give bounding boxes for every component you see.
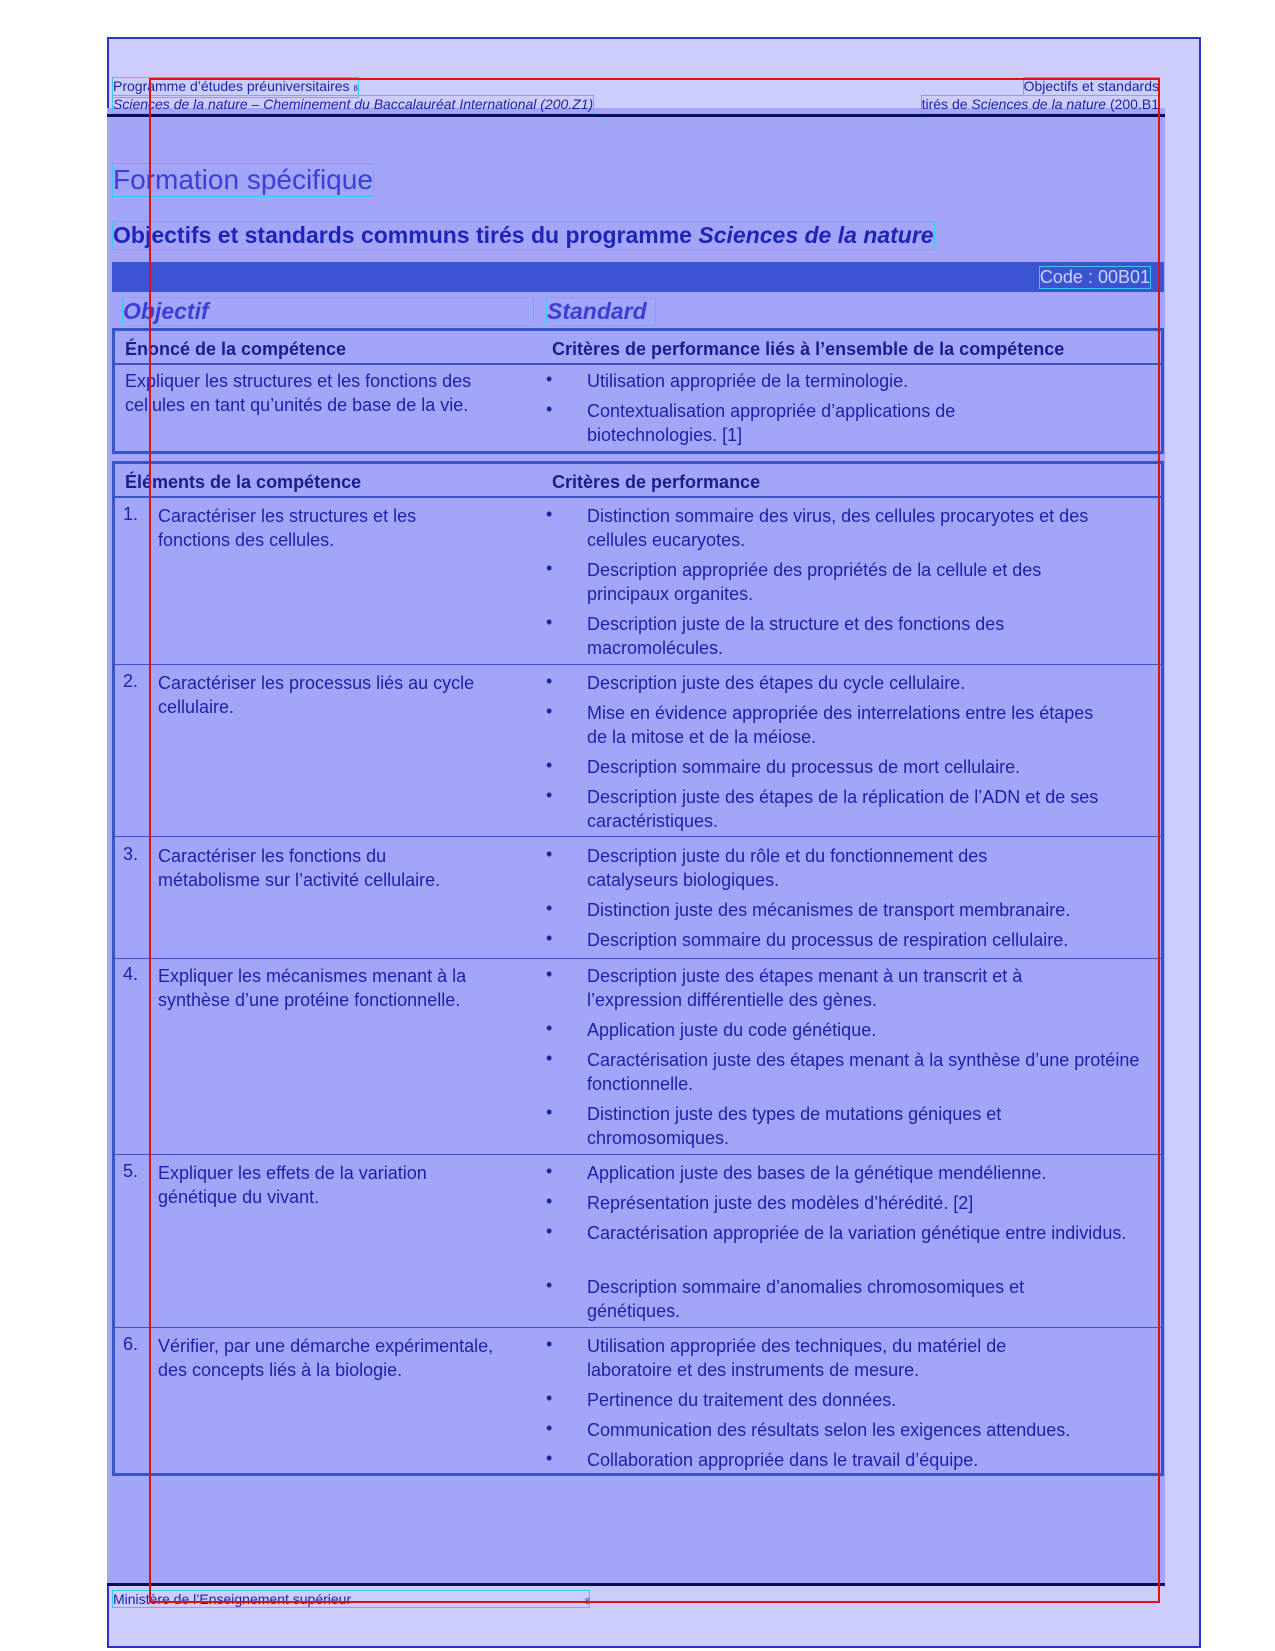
bullet-icon [547,1282,555,1290]
criterion: Pertinence du traitement des données. [587,1390,897,1410]
header-rule [107,114,1165,117]
header-program-title: Programme d’études préuniversitaires 8 [113,78,358,97]
row-divider [115,958,1161,959]
bullet-icon [547,1455,555,1463]
criterion: Application juste du code génétique. [587,1020,877,1040]
criterion: Description sommaire du processus de mort cellulaire. [587,757,1021,777]
element-number: 1. [123,504,139,524]
row-divider [115,1327,1161,1328]
page-subtitle: Objectifs et standards communs tirés du programme Sciences de la nature [113,222,934,248]
element-number: 5. [123,1161,139,1181]
criterion: Description juste de la structure et des fonctions des macromolécules. [587,614,1005,658]
global-criterion: Contextualisation appropriée d’applications de biotechnologies. [1] [587,401,956,445]
bullet-icon [547,708,555,716]
bullet-icon [547,905,555,913]
bullet-icon [547,565,555,573]
criterion: Description juste des étapes de la réplication de l’ADN et de ses caractéristiques. [587,787,1099,831]
header-right-title: Objectifs et standards [1023,78,1159,94]
criterion: Application juste des bases de la génétique mendélienne. [587,1163,1047,1183]
element-text: Expliquer les mécanismes menant à la synthèse d’une protéine fonctionnelle. [158,966,467,1010]
header-right-subtitle: tirés de Sciences de la nature (200.B1 [921,96,1159,112]
criterion: Distinction juste des types de mutations géniques et chromosomiques. [587,1104,1002,1148]
elements-header: Éléments de la compétence [125,472,362,492]
bullet-icon [547,762,555,770]
criterion: Description sommaire du processus de respiration cellulaire. [587,930,1069,950]
bullet-icon [547,1425,555,1433]
elements-criteria-header: Critères de performance [552,472,761,492]
bullet-icon [547,1395,555,1403]
statement-criteria-header: Critères de performance liés à l’ensemble de la compétence [552,339,1065,359]
footer-rule [107,1583,1165,1586]
row-divider [115,496,1161,498]
bullet-icon [547,1025,555,1033]
row-divider [115,664,1161,665]
bullet-icon [547,1055,555,1063]
bullet-icon [547,792,555,800]
bullet-icon [547,1341,555,1349]
bullet-icon [547,406,555,414]
global-criterion: Utilisation appropriée de la terminologie. [587,371,909,391]
bullet-icon [547,619,555,627]
column-header-objectif: Objectif [123,298,533,325]
row-divider [115,1154,1161,1155]
statement-header: Énoncé de la compétence [125,339,347,359]
element-number: 4. [123,964,139,984]
criterion: Caractérisation juste des étapes menant à la synthèse d’une protéine fonctionnelle. [587,1050,1140,1094]
criterion: Utilisation appropriée des techniques, du matériel de laboratoire et des instruments de mesure. [587,1336,1007,1380]
criterion: Description juste du rôle et du fonctionnement des catalyseurs biologiques. [587,846,988,890]
element-text: Caractériser les fonctions du métabolisme sur l’activité cellulaire. [158,846,441,890]
bullet-icon [547,971,555,979]
bullet-icon [547,851,555,859]
element-text: Expliquer les effets de la variation génétique du vivant. [158,1163,427,1207]
criterion: Distinction sommaire des virus, des cellules procaryotes et des cellules eucaryotes. [587,506,1089,550]
row-divider [115,363,1161,365]
bullet-icon [547,1168,555,1176]
column-header-standard: Standard [547,298,655,325]
element-number: 6. [123,1334,139,1354]
competency-elements-table [112,461,1164,1476]
bullet-icon [547,511,555,519]
criterion: Communication des résultats selon les exigences attendues. [587,1420,1071,1440]
element-text: Caractériser les structures et les fonctions des cellules. [158,506,417,550]
element-number: 2. [123,671,139,691]
header-program-subtitle: Sciences de la nature – Cheminement du Baccalauréat International (200.Z1) [113,96,594,112]
criterion: Représentation juste des modèles d’hérédité. [2] [587,1193,974,1213]
criterion: Description sommaire d’anomalies chromosomiques et génétiques. [587,1277,1025,1321]
criterion: Description juste des étapes du cycle cellulaire. [587,673,966,693]
section-title: Formation spécifique [113,164,373,195]
element-number: 3. [123,844,139,864]
bullet-icon [547,1228,555,1236]
criterion: Distinction juste des mécanismes de transport membranaire. [587,900,1071,920]
criterion: Mise en évidence appropriée des interrelations entre les étapes de la mitose et de la méiose. [587,703,1094,747]
bullet-icon [547,1198,555,1206]
code-bar [112,262,1164,292]
criterion: Description juste des étapes menant à un transcrit et à l’expression différentielle des gènes. [587,966,1023,1010]
competency-statement-table [112,328,1164,454]
criterion: Collaboration appropriée dans le travail d’équipe. [587,1450,979,1470]
competency-statement: Expliquer les structures et les fonctions des cellules en tant qu’unités de base de la vie. [125,371,472,415]
competency-code: Code : 00B01 [1039,267,1150,287]
element-text: Caractériser les processus liés au cycle cellulaire. [158,673,475,717]
bullet-icon [547,935,555,943]
element-text: Vérifier, par une démarche expérimentale, des concepts liés à la biologie. [158,1336,494,1380]
bullet-icon [547,1109,555,1117]
bullet-icon [547,678,555,686]
bullet-icon [547,376,555,384]
criterion: Caractérisation appropriée de la variation génétique entre individus. [587,1223,1127,1243]
footer-text: Ministère de l’Enseignement supérieur 8 [113,1591,590,1607]
criterion: Description appropriée des propriétés de la cellule et des principaux organites. [587,560,1042,604]
row-divider [115,836,1161,837]
